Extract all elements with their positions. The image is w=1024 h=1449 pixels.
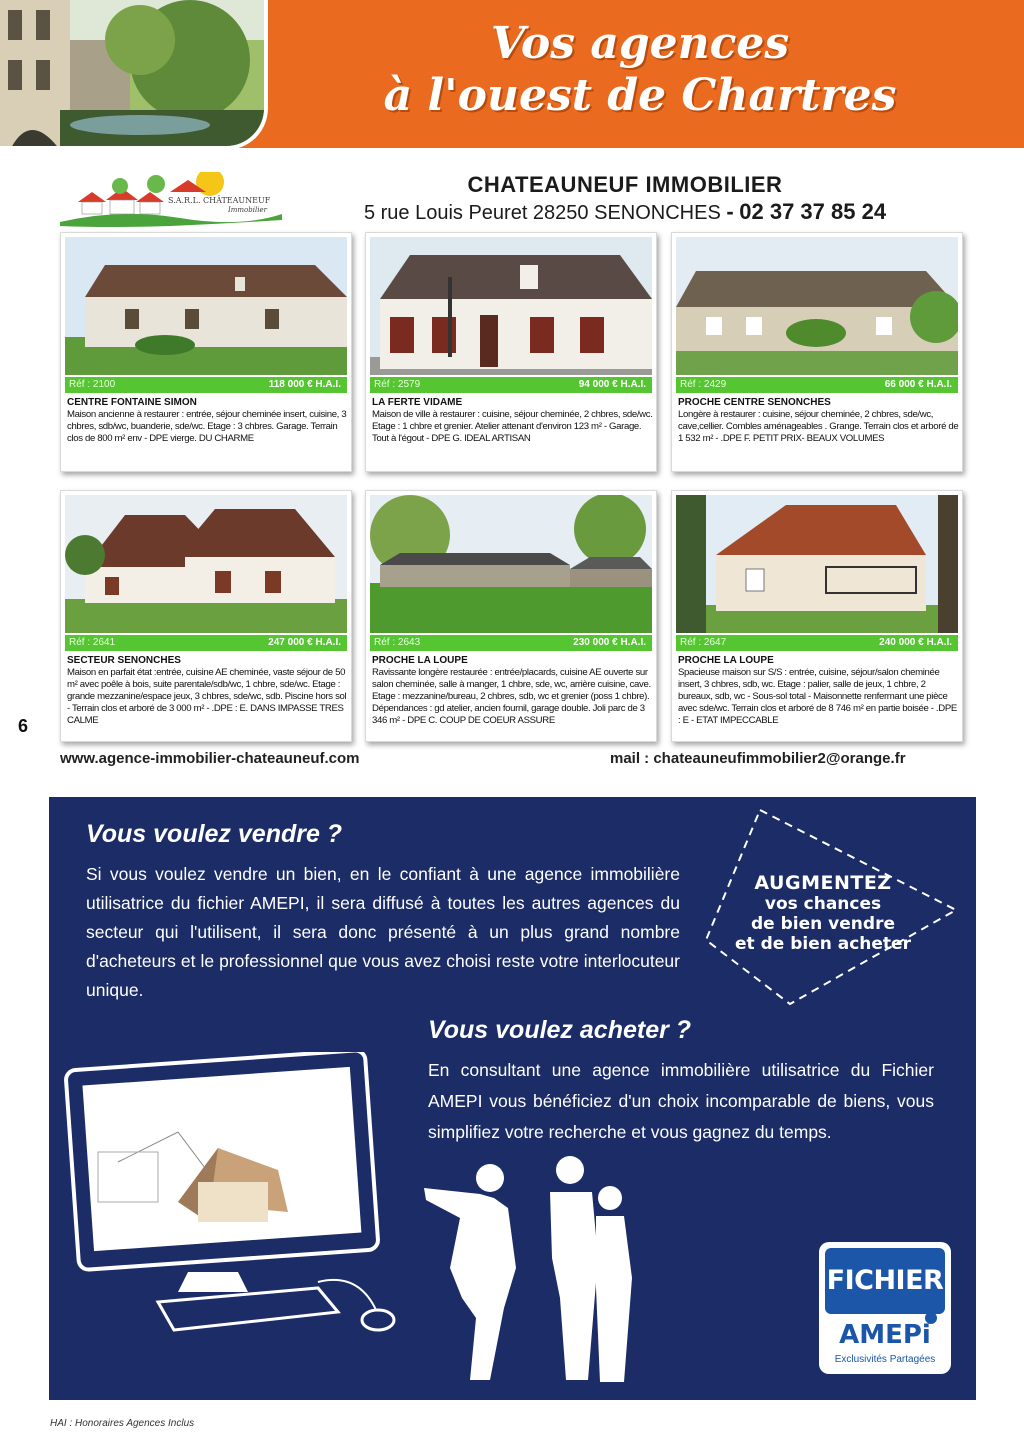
price-bar xyxy=(65,635,347,651)
page-title xyxy=(360,18,920,122)
price-bar xyxy=(370,377,652,393)
footnote: HAI : Honoraires Agences Inclus xyxy=(50,1418,195,1429)
listing-card[interactable] xyxy=(60,232,352,472)
title-line-2: à l'ouest de Chartres xyxy=(383,70,897,121)
logo-text: S.A.R.L. CHÂTEAUNEUF xyxy=(168,196,271,205)
listing-title: CENTRE FONTAINE SIMON xyxy=(67,397,197,408)
listing-title: PROCHE LA LOUPE xyxy=(372,655,468,666)
badge-text xyxy=(718,872,928,954)
listing-card[interactable] xyxy=(365,490,657,742)
listing-description: Maison de ville à restaurer : cuisine, séjour cheminée, 2 chbres, sde/wc. Etage : 1 chbre et grenier. Atelier attenant d'environ 123 m² - Garage. Tout à l'égout - DPE G. IDEAL ARTISAN xyxy=(372,409,653,444)
badge-line-3: de bien vendre xyxy=(751,914,895,934)
amepi-logo xyxy=(819,1242,951,1374)
email-link[interactable]: mail : chateauneufimmobilier2@orange.fr xyxy=(610,750,906,767)
listing-ref: Réf : 2429 xyxy=(680,379,727,390)
listing-ref: Réf : 2643 xyxy=(374,637,421,648)
listing-price: 66 000 € H.A.I. xyxy=(884,379,952,390)
listing-ref: Réf : 2100 xyxy=(69,379,116,390)
price-bar xyxy=(370,635,652,651)
amepi-tagline: Exclusivités Partagées xyxy=(834,1354,936,1365)
listing-price: 240 000 € H.A.I. xyxy=(879,637,952,648)
amepi-logo-top: FICHIER xyxy=(825,1248,945,1314)
people-silhouettes xyxy=(420,1148,660,1383)
sell-text: Si vous voulez vendre un bien, en le confiant à une agence immobilière utilisatrice du fichier AMEPI, il sera diffusé à toutes les autres agences du secteur qui l'utilisent, il sera donc présenté à un plus grand nombre d'acheteurs et le professionnel que vous avez choisi reste votre interlocuteur unique. xyxy=(86,864,680,1000)
agency-name: CHATEAUNEUF IMMOBILIER xyxy=(467,172,783,197)
listing-card[interactable] xyxy=(671,490,963,742)
sell-title: Vous voulez vendre ? xyxy=(86,820,343,848)
listing-ref: Réf : 2579 xyxy=(374,379,421,390)
listing-title: LA FERTE VIDAME xyxy=(372,397,463,408)
listing-card[interactable] xyxy=(671,232,963,472)
listing-title: PROCHE LA LOUPE xyxy=(678,655,774,666)
listing-ref: Réf : 2647 xyxy=(680,637,727,648)
listing-photo xyxy=(65,495,347,633)
buy-title: Vous voulez acheter ? xyxy=(428,1016,692,1044)
agency-separator: - xyxy=(726,199,734,224)
listing-card[interactable] xyxy=(60,490,352,742)
agency-contact xyxy=(300,199,950,225)
buy-text: En consultant une agence immobilière utilisatrice du Fichier AMEPI vous bénéficiez d'un choix incomparable de biens, vous simplifiez votre recherche et vous gagnez du temps. xyxy=(428,1060,934,1142)
listing-ref: Réf : 2641 xyxy=(69,637,116,648)
title-line-1: Vos agences xyxy=(490,18,790,69)
badge-line-2: vos chances xyxy=(764,894,882,914)
badge-line-4: et de bien acheter xyxy=(735,934,911,954)
listing-title: SECTEUR SENONCHES xyxy=(67,655,181,666)
page-number: 6 xyxy=(18,716,29,736)
listing-description: Maison ancienne à restaurer : entrée, séjour cheminée insert, cuisine, 3 chbres, sdb/wc, buanderie, sde/wc. Etage : 3 chbres. Garage. Terrain clos de 800 m² env - DPE vierge. DU CHARME xyxy=(67,409,347,444)
listing-description: Spacieuse maison sur S/S : entrée, cuisine, séjour/salon cheminée insert, 3 chbres, sdb, wc. Etage : palier, salle de jeux, 1 chbre, 2 bureaux, sdb, wc - Sous-sol total - Maisonnette renfermant une pièce avec sde/wc. Terrain clos et arboré de 8 746 m² en partie boisée - .DPE : E - ETAT IMPECCABLE xyxy=(678,667,957,726)
listing-description: Ravissante longère restaurée : entrée/placards, cuisine AE ouverte sur salon cheminée, salle à manger, 1 chbre, sde, wc, arrière cuisine, cave. Etage : mezzanine/bureau, 2 chbres, sdb, wc et grenier (poss 1 chbre). Dépendances : gd atelier, ancien fournil, garage double. Joli parc de 3 346 m² - DPE C. COUP DE COEUR ASSURE xyxy=(372,667,651,726)
listing-photo xyxy=(676,237,958,375)
agency-address: 5 rue Louis Peuret 28250 SENONCHES xyxy=(363,202,721,224)
computer-illustration xyxy=(58,1052,418,1352)
amepi-logo-name: AMEPi xyxy=(839,1320,931,1350)
listing-photo xyxy=(370,237,652,375)
listing-price: 230 000 € H.A.I. xyxy=(573,637,646,648)
listing-photo xyxy=(370,495,652,633)
listing-title: PROCHE CENTRE SENONCHES xyxy=(678,397,831,408)
badge-line-1: AUGMENTEZ xyxy=(754,872,892,894)
listing-description: Maison en parfait état :entrée, cuisine AE cheminée, vaste séjour de 50 m² avec poêle à bois, suite parentale/sdb/wc, 1 chbre, sde/wc. Etage : grande mezzanine/espace jeux, 3 chbres, sde/wc, sdb. Piscine hors sol - Terrain clos et arboré de 3 000 m² - .DPE : E. DANS IMPASSE TRES CALME xyxy=(67,667,347,726)
agency-phone[interactable]: 02 37 37 85 24 xyxy=(739,199,887,224)
price-bar xyxy=(676,377,958,393)
listing-description: Longère à restaurer : cuisine, séjour cheminée, 2 chbres, sde/wc, cave,cellier. Combles aménageables . Grange. Terrain clos et arboré de 1 532 m² - .DPE F. PETIT PRIX- BEAUX VOLUMES xyxy=(678,409,959,444)
listing-photo xyxy=(676,495,958,633)
logo-subtext: Immobilier xyxy=(228,206,267,214)
listing-price: 247 000 € H.A.I. xyxy=(268,637,341,648)
price-bar xyxy=(676,635,958,651)
price-bar xyxy=(65,377,347,393)
header-photo xyxy=(0,0,268,150)
agency-logo xyxy=(60,172,282,230)
listing-price: 94 000 € H.A.I. xyxy=(578,379,646,390)
website-link[interactable]: www.agence-immobilier-chateauneuf.com xyxy=(60,750,360,767)
listing-photo xyxy=(65,237,347,375)
listing-price: 118 000 € H.A.I. xyxy=(268,379,341,390)
listing-card[interactable] xyxy=(365,232,657,472)
